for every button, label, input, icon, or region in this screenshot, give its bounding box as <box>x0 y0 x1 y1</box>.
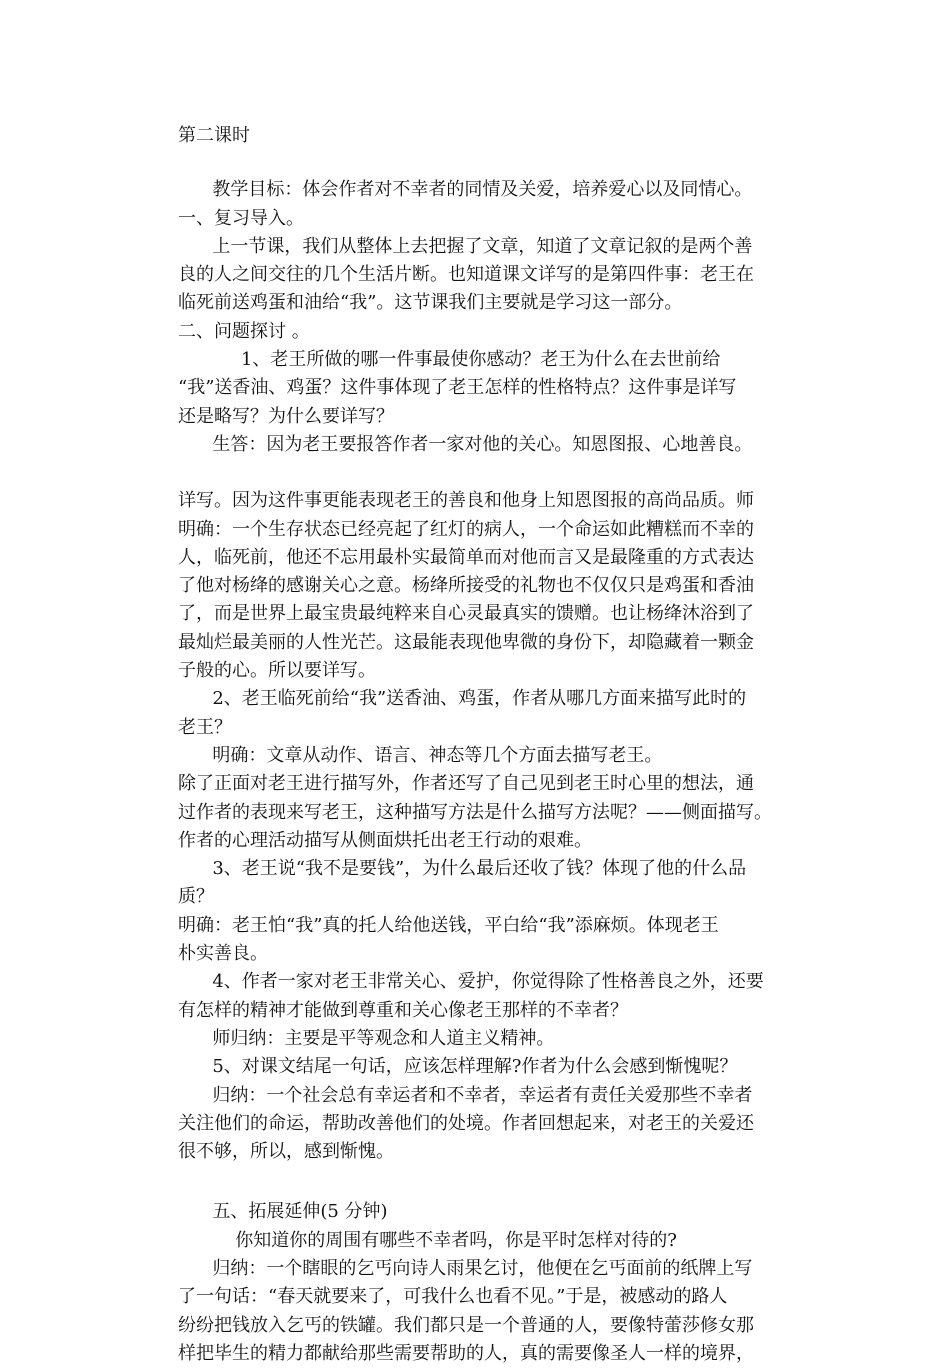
document-page <box>178 122 818 1368</box>
text-line: 还是略写？为什么要详写？ <box>178 405 394 427</box>
text-line: 临死前送鸡蛋和油给“我”。这节课我们主要就是学习这一部分。 <box>178 292 683 314</box>
body-section-2 <box>178 487 818 1166</box>
text-line: 纷纷把钱放入乞丐的铁罐。我们都只是一个普通的人，要像特蕾莎修女那 <box>178 1314 754 1336</box>
text-line: 过作者的表现来写老王，这种描写方法是什么描写方法呢？——侧面描写。 <box>178 801 772 823</box>
text-line: 良的人之间交往的几个生活片断。也知道课文详写的是第四件事：老王在 <box>178 264 754 286</box>
text-line: 教学目标：体会作者对不幸者的同情及关爱，培养爱心以及同情心。 <box>178 179 753 201</box>
text-line: 了，而是世界上最宝贵最纯粹来自心灵最真实的馈赠。也让杨绛沐浴到了 <box>178 603 754 625</box>
text-line: “我”送香油、鸡蛋？这件事体现了老王怎样的性格特点？这件事是详写 <box>178 377 737 399</box>
text-line: 五、拓展延伸(5 分钟) <box>178 1201 388 1223</box>
text-line: 作者的心理活动描写从侧面烘托出老王行动的艰难。 <box>178 829 592 851</box>
text-line: 二、问题探讨 。 <box>178 320 310 342</box>
paragraph-gap <box>178 459 818 487</box>
text-line: 5、对课文结尾一句话，应该怎样理解?作者为什么会感到惭愧呢？ <box>178 1056 738 1078</box>
body-section-3 <box>178 1198 818 1368</box>
text-line: 明确：老王怕“我”真的托人给他送钱，平白给“我”添麻烦。体现老王 <box>178 914 719 936</box>
text-line: 生答：因为老王要报答作者一家对他的关心。知恩图报、心地善良。 <box>178 433 753 455</box>
text-line: 人，临死前，他还不忘用最朴实最简单而对他而言又是最隆重的方式表达 <box>178 546 754 568</box>
text-line: 朴实善良。 <box>178 943 268 965</box>
text-line: 质？ <box>178 886 214 908</box>
text-line: 了一句话：“春天就要来了，可我什么也看不见。”于是，被感动的路人 <box>178 1286 728 1308</box>
text-line: 很不够，所以，感到惭愧。 <box>178 1141 394 1163</box>
paragraph-gap <box>178 1166 818 1198</box>
text-line: 归纳：一个社会总有幸运者和不幸者，幸运者有责任关爱那些不幸者 <box>178 1084 753 1106</box>
body-section-1 <box>178 176 818 459</box>
page-title: 第二课时 <box>178 125 250 146</box>
text-line: 1、老王所做的哪一件事最使你感动？老王为什么在去世前给 <box>178 349 721 371</box>
text-line: 详写。因为这件事更能表现老王的善良和他身上知恩图报的高尚品质。师 <box>178 490 754 512</box>
text-line: 归纳：一个瞎眼的乞丐向诗人雨果乞讨，他便在乞丐面前的纸牌上写 <box>178 1257 753 1279</box>
text-line: 最灿烂最美丽的人性光芒。这最能表现他卑微的身份下，却隐藏着一颗金 <box>178 631 754 653</box>
text-line: 明确：文章从动作、语言、神态等几个方面去描写老王。 <box>178 744 663 766</box>
text-line: 有怎样的精神才能做到尊重和关心像老王那样的不幸者？ <box>178 999 628 1021</box>
text-line: 一、复习导入。 <box>178 207 304 229</box>
text-line: 2、老王临死前给“我”送香油、鸡蛋，作者从哪几方面来描写此时的 <box>178 688 747 710</box>
text-line: 师归纳：主要是平等观念和人道主义精神。 <box>178 1027 555 1049</box>
text-line: 3、老王说“我不是要钱”，为什么最后还收了钱？体现了他的什么品 <box>178 858 747 880</box>
text-line: 了他对杨绛的感谢关心之意。杨绛所接受的礼物也不仅仅只是鸡蛋和香油 <box>178 575 754 597</box>
text-line: 你知道你的周围有哪些不幸者吗，你是平时怎样对待的? <box>178 1229 677 1251</box>
text-line: 除了正面对老王进行描写外，作者还写了自己见到老王时心里的想法，通 <box>178 773 754 795</box>
text-line: 样把毕生的精力都献给那些需要帮助的人，真的需要像圣人一样的境界， <box>178 1342 754 1364</box>
text-line: 上一节课，我们从整体上去把握了文章，知道了文章记叙的是两个善 <box>178 235 753 257</box>
text-line: 明确：一个生存状态已经亮起了红灯的病人，一个命运如此糟糕而不幸的 <box>178 518 754 540</box>
text-line: 子般的心。所以要详写。 <box>178 660 376 682</box>
text-line: 4、作者一家对老王非常关心、爱护，你觉得除了性格善良之外，还要 <box>178 971 764 993</box>
text-line: 老王？ <box>178 716 232 738</box>
text-line: 关注他们的命运，帮助改善他们的处境。作者回想起来，对老王的关爱还 <box>178 1112 754 1134</box>
